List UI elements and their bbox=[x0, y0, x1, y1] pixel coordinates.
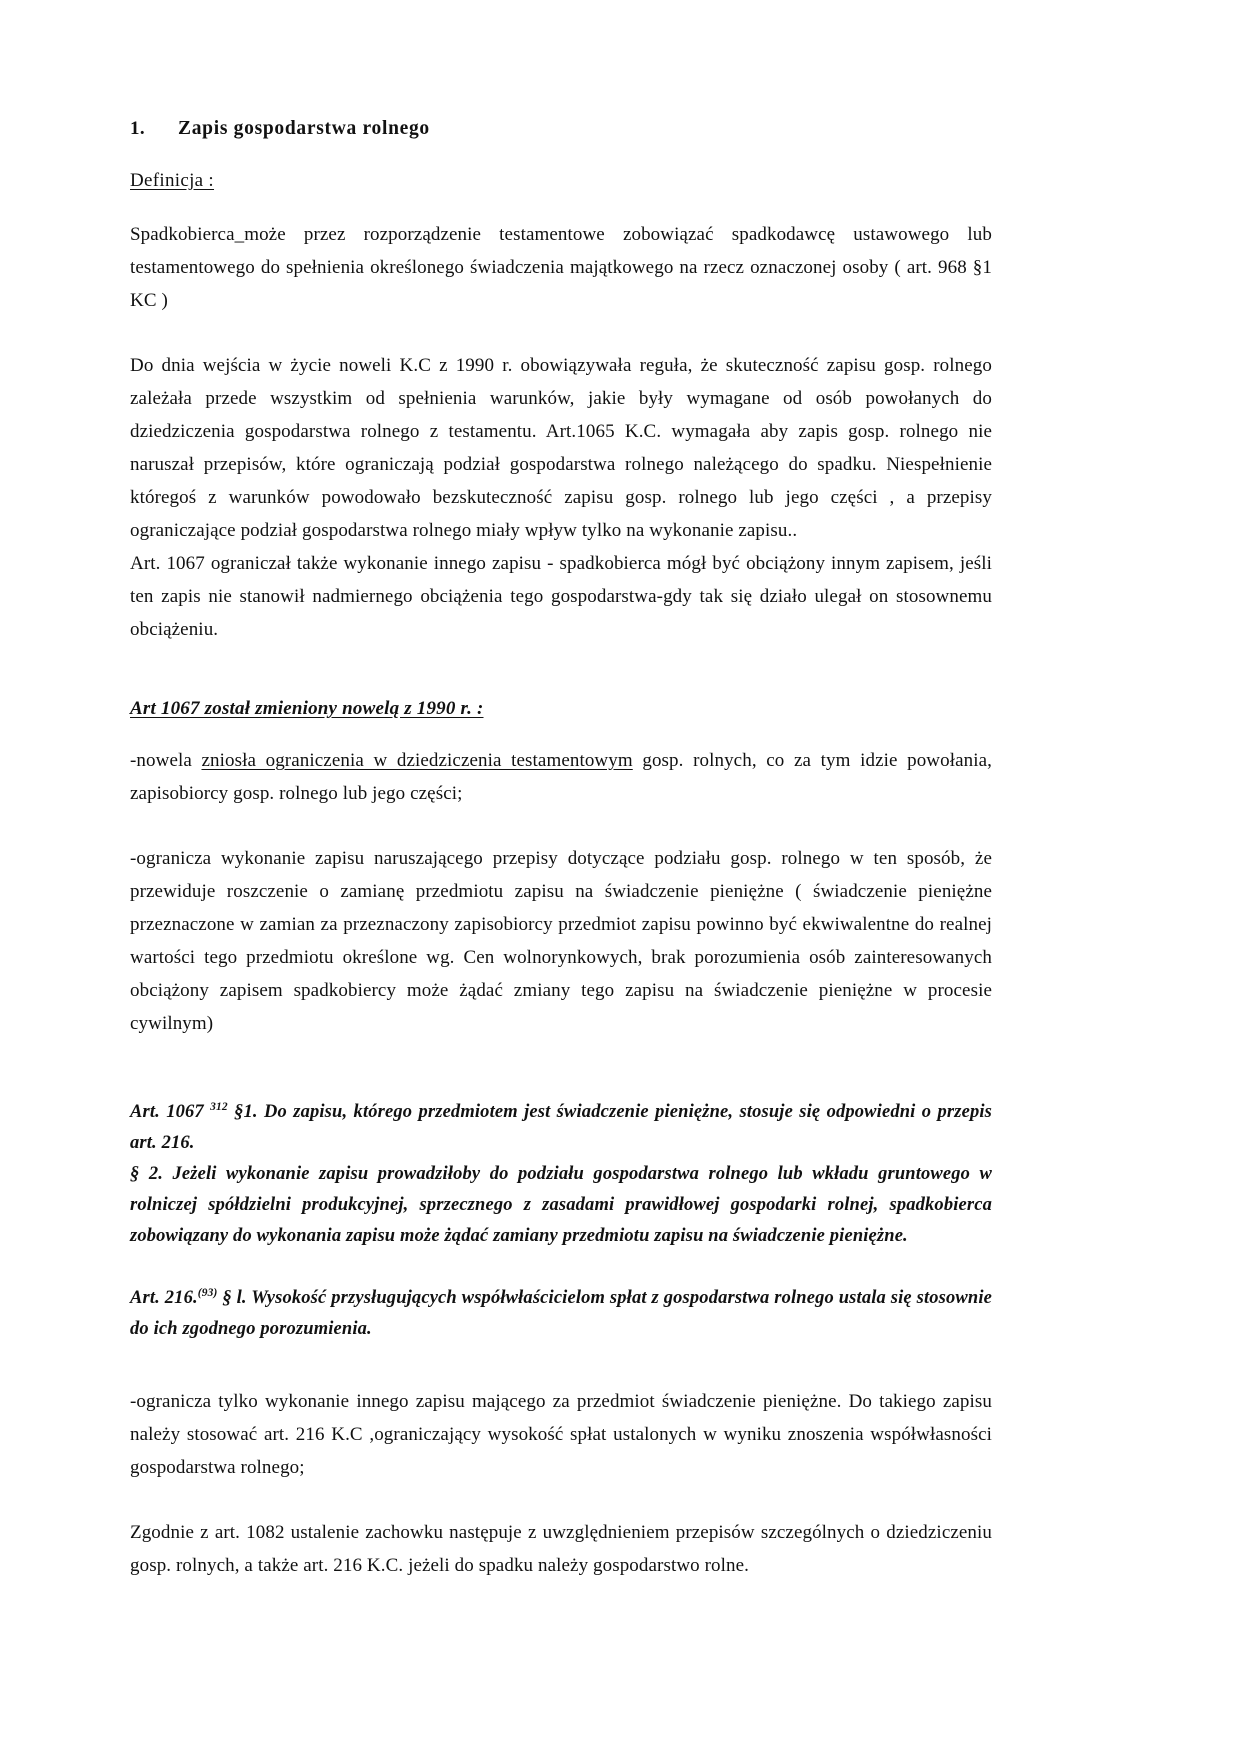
definition-paragraph: Spadkobierca_może przez rozporządzenie testamentowe zobowiązać spadkodawcę ustawowego lub testamentowego do spełnienia określonego świadczenia majątkowego na rzecz oznaczonej osoby ( art. 968 §1 KC ) bbox=[130, 224, 992, 311]
art216-quote-block bbox=[130, 1278, 992, 1345]
closing-paragraph: Zgodnie z art. 1082 ustalenie zachowku następuje z uwzględnieniem przepisów szczególnych o dziedziczeniu gosp. rolnych, a także art. 216 K.C. jeżeli do spadku należy gospodarstwo rolne. bbox=[130, 1522, 992, 1577]
art216-superscript: (93) bbox=[197, 1287, 218, 1300]
spacer bbox=[130, 832, 992, 842]
art1067-quote-block bbox=[130, 1092, 992, 1252]
art1067-label: Art. 1067 bbox=[130, 1102, 211, 1123]
spacer bbox=[130, 1062, 992, 1092]
bullet-nowela-prefix: -nowela bbox=[130, 750, 202, 771]
bullet-nowela-suffix: gosp. rolnych, co za tym idzie powołania, zapisobiorcy gosp. rolnego lub jego części; bbox=[130, 750, 993, 804]
amendment-heading: Art 1067 został zmieniony nowelą z 1990 r. : bbox=[130, 698, 484, 719]
amendment-heading-row bbox=[130, 688, 992, 744]
art216-quote bbox=[130, 1278, 992, 1345]
spacer bbox=[130, 1365, 992, 1385]
art1067-quote-par2: § 2. Jeżeli wykonanie zapisu prowadziłoby do podziału gospodarstwa rolnego lub wkładu gruntowego w rolniczej spółdzielni produkcyjnej, sprzecznego z zasadami prawidłowej gospodarki rolnej, spadkobierca zobowiązany do wykonania zapisu może żądać zamiany przedmiotu zapisu na świadczenie pieniężne. bbox=[130, 1164, 992, 1247]
art216-label: Art. 216. bbox=[130, 1288, 198, 1309]
bullet-nowela-underlined: zniosła ograniczenia w dziedziczenia testamentowym bbox=[201, 750, 633, 771]
art1067-par1-text: §1. Do zapisu, którego przedmiotem jest świadczenie pieniężne, stosuje się odpowiedni o przepis art. 216. bbox=[130, 1102, 992, 1154]
spacer bbox=[130, 668, 992, 688]
bullet-ogranicza-tylko: -ogranicza tylko wykonanie innego zapisu mającego za przedmiot świadczenie pieniężne. Do takiego zapisu należy stosować art. 216 K.C ,ograniczający wysokość spłat ustalonych w wyniku znoszenia współwłasności gospodarstwa rolnego; bbox=[130, 1391, 992, 1479]
document-content bbox=[130, 118, 992, 1604]
definition-label-row bbox=[130, 170, 992, 218]
art1067-quote-par1 bbox=[130, 1092, 992, 1159]
art216-body-text: § l. Wysokość przysługujących współwłaścicielom spłat z gospodarstwa rolnego ustala się stosownie do ich zgodnego porozumienia. bbox=[130, 1288, 993, 1340]
page-title: Zapis gospodarstwa rolnego bbox=[178, 118, 430, 139]
spacer bbox=[130, 1506, 992, 1516]
bullet-nowela bbox=[130, 744, 992, 810]
heading-number: 1. bbox=[130, 118, 146, 139]
definition-label: Definicja : bbox=[130, 170, 215, 191]
art1067-old-paragraph: Art. 1067 ograniczał także wykonanie innego zapisu - spadkobierca mógł być obciążony innym zapisem, jeśli ten zapis nie stanowił nadmiernego obciążenia tego gospodarstwa-gdy tak się działo ulegał on stosownemu obciążeniu. bbox=[130, 553, 992, 640]
section-heading bbox=[130, 118, 992, 140]
history-paragraph: Do dnia wejścia w życie noweli K.C z 1990 r. obowiązywała reguła, że skuteczność zapisu gosp. rolnego zależała przede wszystkim od spełnienia warunków, jakie były wymagane od osób powołanych do dziedziczenia gospodarstwa rolnego z testamentu. Art.1065 K.C. wymagała aby zapis gosp. rolnego nie naruszał przepisów, które ograniczają podział gospodarstwa rolnego należącego do spadku. Niespełnienie któregoś z warunków powodowało bezskuteczność zapisu gosp. rolnego lub jego części , a przepisy ograniczające podział gospodarstwa rolnego miały wpływ tylko na wykonanie zapisu.. bbox=[130, 355, 992, 541]
spacer bbox=[130, 339, 992, 349]
art1067-superscript: 312 bbox=[210, 1101, 228, 1113]
bullet-ogranicza: -ogranicza wykonanie zapisu naruszającego przepisy dotyczące podziału gosp. rolnego w ten sposób, że przewiduje roszczenie o zamianę przedmiotu zapisu na świadczenie pieniężne ( świadczenie pieniężne przeznaczone w zamian za przeznaczony zapisobiorcy przedmiot zapisu powinno być ekwiwalentne do realnej wartości tego przedmiotu określone wg. Cen wolnorynkowych, brak porozumienia osób zainteresowanych obciążony zapisem spadkobiercy może żądać zmiany tego zapisu na świadczenie pieniężne w procesie cywilnym) bbox=[130, 848, 992, 1034]
